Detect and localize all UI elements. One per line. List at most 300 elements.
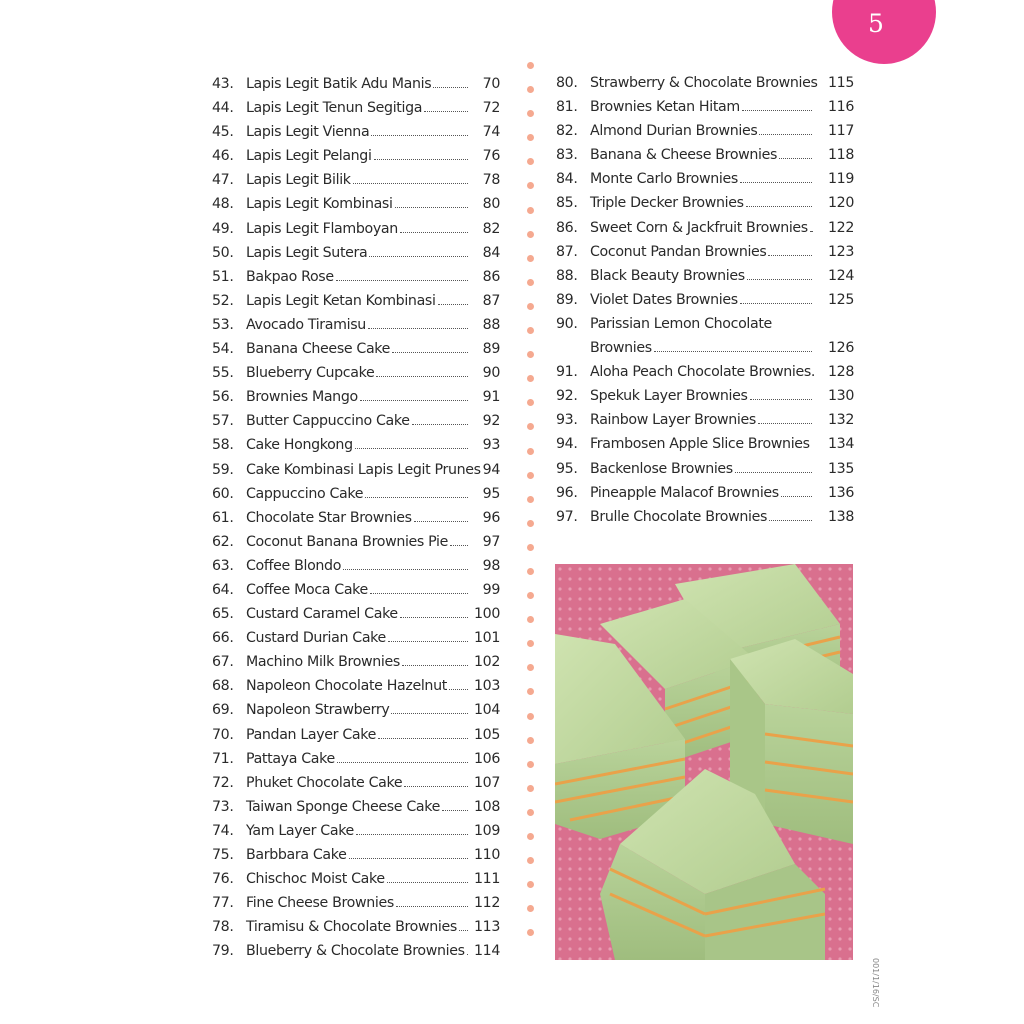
toc-entry-number: 61. — [212, 509, 234, 526]
dot-leader — [769, 520, 812, 521]
toc-entry — [212, 602, 512, 626]
dot-leader — [759, 134, 812, 135]
toc-entry-number: 68. — [212, 678, 234, 695]
toc-entry-page: 122 — [827, 219, 854, 236]
toc-entry-title: Brownies Ketan Hitam — [590, 99, 740, 116]
dot-leader — [374, 159, 468, 160]
toc-entry-title: Violet Dates Brownies — [590, 291, 738, 308]
toc-entry-title: Spekuk Layer Brownies — [590, 388, 748, 405]
toc-entry-title: Aloha Peach Chocolate Brownies. — [590, 364, 816, 381]
dot-leader — [654, 351, 812, 352]
toc-entry-title: Yam Layer Cake — [246, 822, 354, 839]
toc-entry — [212, 482, 512, 506]
dot-leader — [467, 954, 468, 955]
toc-entry-number: 62. — [212, 533, 234, 550]
divider-dot — [527, 231, 534, 238]
toc-entry — [556, 408, 856, 432]
divider-dot — [527, 448, 534, 455]
divider-dot — [527, 496, 534, 503]
toc-entry — [556, 264, 856, 288]
toc-entry-page: 118 — [827, 147, 854, 164]
divider-dot — [527, 688, 534, 695]
toc-entry-title: Coffee Blondo — [246, 557, 342, 574]
toc-entry-page: 130 — [827, 388, 854, 405]
divider-dot — [527, 399, 534, 406]
dot-leader — [356, 834, 468, 835]
dot-leader — [740, 182, 812, 183]
toc-entry-page: 116 — [827, 99, 854, 116]
toc-entry-title: Lapis Legit Flamboyan — [246, 220, 398, 237]
toc-entry-page: 84 — [482, 244, 500, 261]
toc-entry — [556, 505, 856, 529]
toc-entry-page: 136 — [827, 484, 854, 501]
toc-entry-title: Napoleon Strawberry — [246, 702, 390, 719]
toc-entry-number: 93. — [556, 412, 578, 429]
dot-leader — [424, 111, 468, 112]
toc-entry-title: Machino Milk Brownies — [246, 654, 400, 671]
dot-leader — [349, 858, 468, 859]
divider-dot — [527, 62, 534, 69]
toc-entry — [212, 409, 512, 433]
toc-entry — [212, 554, 512, 578]
divider-dot — [527, 423, 534, 430]
toc-entry-number: 81. — [556, 99, 578, 116]
divider-dot — [527, 520, 534, 527]
dot-leader — [392, 352, 468, 353]
toc-entry — [556, 312, 856, 336]
toc-entry — [556, 384, 856, 408]
cake-photo — [555, 564, 853, 960]
dot-leader — [404, 786, 468, 787]
toc-entry-title: Lapis Legit Tenun Segitiga — [246, 100, 423, 117]
toc-entry-number: 96. — [556, 484, 578, 501]
toc-entry — [556, 457, 856, 481]
toc-entry-page: 104 — [473, 702, 500, 719]
toc-entry-title: Napoleon Chocolate Hazelnut — [246, 678, 447, 695]
toc-entry-page: 72 — [482, 100, 500, 117]
toc-entry-page: 106 — [473, 750, 500, 767]
toc-left-column — [212, 72, 512, 963]
toc-entry-title: Lapis Legit Vienna — [246, 124, 370, 141]
toc-entry-title: Lapis Legit Bilik — [246, 172, 351, 189]
toc-entry-page: 124 — [827, 267, 854, 284]
dot-leader — [337, 762, 468, 763]
toc-entry-title: Butter Cappuccino Cake — [246, 413, 410, 430]
dot-leader — [747, 279, 812, 280]
toc-entry-number: 73. — [212, 798, 234, 815]
toc-entry-number: 69. — [212, 702, 234, 719]
toc-entry-title: Brownies Mango — [246, 389, 358, 406]
dot-leader — [450, 545, 468, 546]
toc-entry-title: Parissian Lemon Chocolate — [590, 315, 772, 332]
toc-entry-number: 51. — [212, 268, 234, 285]
toc-entry — [212, 506, 512, 530]
toc-entry — [212, 192, 512, 216]
toc-entry — [212, 265, 512, 289]
toc-entry-number: 58. — [212, 437, 234, 454]
dot-leader — [746, 206, 812, 207]
toc-entry-number: 53. — [212, 316, 234, 333]
toc-entry-title: Pandan Layer Cake — [246, 726, 376, 743]
toc-entry — [212, 939, 512, 963]
toc-entry-number: 44. — [212, 100, 234, 117]
toc-entry-number: 60. — [212, 485, 234, 502]
divider-dot — [527, 905, 534, 912]
toc-entry-number: 63. — [212, 557, 234, 574]
toc-entry-page: 82 — [482, 220, 500, 237]
toc-entry — [556, 119, 856, 143]
dot-leader — [369, 256, 468, 257]
toc-entry-number: 86. — [556, 219, 578, 236]
toc-entry-title: Custard Durian Cake — [246, 630, 386, 647]
toc-entry-page: 97 — [482, 533, 500, 550]
toc-entry-page: 93 — [482, 437, 500, 454]
toc-entry-page: 86 — [482, 268, 500, 285]
toc-entry-number: 87. — [556, 243, 578, 260]
divider-dot — [527, 303, 534, 310]
toc-entry-title: Taiwan Sponge Cheese Cake — [246, 798, 440, 815]
toc-entry-title: Tiramisu & Chocolate Brownies — [246, 919, 457, 936]
toc-entry-number: 46. — [212, 148, 234, 165]
dot-leader — [378, 738, 468, 739]
toc-entry-number: 67. — [212, 654, 234, 671]
divider-dot — [527, 255, 534, 262]
toc-entry-page: 132 — [827, 412, 854, 429]
toc-entry-number: 49. — [212, 220, 234, 237]
toc-entry — [212, 72, 512, 96]
toc-entry — [212, 867, 512, 891]
toc-entry — [212, 96, 512, 120]
toc-entry-title: Backenlose Brownies — [590, 460, 733, 477]
toc-entry — [556, 360, 856, 384]
toc-entry — [212, 361, 512, 385]
toc-entry-title: Brulle Chocolate Brownies — [590, 508, 768, 525]
dot-leader — [810, 231, 812, 232]
print-code: 001/1/16/SC — [871, 958, 880, 1008]
toc-entry-number: 84. — [556, 171, 578, 188]
toc-entry-number: 80. — [556, 75, 578, 91]
toc-entry-number: 45. — [212, 124, 234, 141]
divider-dot — [527, 929, 534, 936]
divider-dot — [527, 809, 534, 816]
toc-entry-page: 70 — [482, 76, 500, 92]
divider-dot — [527, 785, 534, 792]
dot-leader — [414, 521, 468, 522]
toc-entry-page: 110 — [473, 847, 500, 863]
divider-dot — [527, 761, 534, 768]
toc-entry-number: 83. — [556, 147, 578, 164]
toc-entry-page: 119 — [827, 171, 854, 188]
toc-entry — [556, 432, 856, 456]
dot-leader — [396, 906, 468, 907]
toc-entry — [556, 216, 856, 240]
toc-entry-number: 57. — [212, 413, 234, 430]
toc-entry — [212, 313, 512, 337]
toc-entry-number: 66. — [212, 630, 234, 647]
toc-entry — [212, 578, 512, 602]
divider-dot — [527, 351, 534, 358]
divider-dot — [527, 857, 534, 864]
toc-entry-page: 101 — [473, 630, 500, 647]
toc-entry — [212, 723, 512, 747]
toc-entry — [556, 240, 856, 264]
toc-entry — [212, 289, 512, 313]
toc-entry-page: 112 — [473, 895, 500, 912]
toc-entry-number: 88. — [556, 267, 578, 284]
toc-entry-title: Pattaya Cake — [246, 750, 335, 767]
toc-entry — [556, 167, 856, 191]
toc-entry — [556, 191, 856, 215]
toc-entry-title: Chischoc Moist Cake — [246, 871, 385, 888]
dot-leader — [433, 87, 468, 88]
toc-entry — [556, 95, 856, 119]
toc-right-column — [556, 71, 856, 529]
toc-entry-page: 96 — [482, 509, 500, 526]
dot-leader — [387, 882, 468, 883]
toc-entry-title: Sweet Corn & Jackfruit Brownies — [590, 219, 808, 236]
toc-entry-number: 50. — [212, 244, 234, 261]
toc-entry-title: Chocolate Star Brownies — [246, 509, 412, 526]
toc-entry-title: Coconut Pandan Brownies — [590, 243, 767, 260]
toc-entry-number: 65. — [212, 606, 234, 623]
divider-dot — [527, 327, 534, 334]
toc-entry-page: 125 — [827, 291, 854, 308]
toc-entry-page: 134 — [827, 436, 854, 453]
toc-entry-page: 117 — [827, 123, 854, 140]
toc-entry-number: 77. — [212, 895, 234, 912]
dot-leader — [376, 376, 468, 377]
toc-entry-number: 64. — [212, 581, 234, 598]
dot-leader — [768, 255, 812, 256]
toc-entry-title: Pineapple Malacof Brownies — [590, 484, 779, 501]
dot-leader — [336, 280, 468, 281]
toc-entry-number: 97. — [556, 508, 578, 525]
toc-entry-title: Lapis Legit Batik Adu Manis — [246, 76, 432, 92]
dot-leader — [368, 328, 468, 329]
toc-entry — [556, 336, 856, 360]
dot-leader — [355, 448, 468, 449]
toc-entry-page: 102 — [473, 654, 500, 671]
toc-entry — [212, 385, 512, 409]
toc-entry — [212, 626, 512, 650]
dot-leader — [412, 424, 468, 425]
toc-entry-number: 75. — [212, 847, 234, 863]
toc-entry-title: Lapis Legit Ketan Kombinasi — [246, 292, 436, 309]
toc-entry-page: 98 — [482, 557, 500, 574]
toc-entry-number: 56. — [212, 389, 234, 406]
toc-entry-title: Phuket Chocolate Cake — [246, 774, 403, 791]
dot-leader — [343, 569, 468, 570]
divider-dot — [527, 279, 534, 286]
toc-entry-page: 95 — [482, 485, 500, 502]
toc-entry-number: 43. — [212, 76, 234, 92]
divider-dot — [527, 640, 534, 647]
dot-leader — [371, 135, 468, 136]
toc-entry-page: 74 — [482, 124, 500, 141]
toc-entry-page: 135 — [827, 460, 854, 477]
dot-leader — [370, 593, 468, 594]
toc-entry-page: 128 — [827, 364, 854, 381]
toc-entry-number: 71. — [212, 750, 234, 767]
toc-entry-page: 88 — [482, 316, 500, 333]
toc-entry-number: 55. — [212, 365, 234, 382]
toc-entry-number: 79. — [212, 943, 234, 960]
toc-entry-page: 123 — [827, 243, 854, 260]
divider-dot — [527, 472, 534, 479]
page-number: 5 — [868, 9, 884, 38]
toc-entry-page: 108 — [473, 798, 500, 815]
toc-entry-page: 90 — [482, 365, 500, 382]
toc-entry-title: Rainbow Layer Brownies — [590, 412, 756, 429]
divider-dot — [527, 375, 534, 382]
toc-entry-page: 114 — [473, 943, 500, 960]
toc-entry-page: 80 — [482, 196, 500, 213]
divider-dot — [527, 110, 534, 117]
toc-entry-page: 100 — [473, 606, 500, 623]
toc-entry — [212, 771, 512, 795]
toc-entry-title: Banana & Cheese Brownies — [590, 147, 778, 164]
layered-green-cake-photo-icon — [555, 564, 853, 960]
dot-leader — [449, 689, 468, 690]
toc-entry-number: 47. — [212, 172, 234, 189]
toc-entry-page: 115 — [827, 75, 854, 91]
toc-entry — [212, 795, 512, 819]
toc-entry — [556, 143, 856, 167]
divider-dot — [527, 158, 534, 165]
divider-dot — [527, 592, 534, 599]
toc-entry — [212, 144, 512, 168]
divider-dot — [527, 544, 534, 551]
dot-leader — [740, 303, 812, 304]
toc-entry-number: 72. — [212, 774, 234, 791]
toc-entry-title: Lapis Legit Pelangi — [246, 148, 372, 165]
dot-leader — [438, 304, 468, 305]
toc-entry-title: Cake Kombinasi Lapis Legit Prunes — [246, 461, 481, 478]
toc-entry — [556, 288, 856, 312]
dot-leader — [402, 665, 468, 666]
toc-entry — [212, 337, 512, 361]
toc-entry-page: 120 — [827, 195, 854, 212]
toc-entry — [212, 433, 512, 457]
toc-entry-title: Custard Caramel Cake — [246, 606, 398, 623]
dot-leader — [750, 399, 812, 400]
toc-entry-page: 103 — [473, 678, 500, 695]
toc-entry-title: Lapis Legit Sutera — [246, 244, 368, 261]
dot-leader — [459, 930, 468, 931]
divider-dot — [527, 86, 534, 93]
divider-dot — [527, 182, 534, 189]
toc-entry-title: Black Beauty Brownies — [590, 267, 745, 284]
toc-entry-page: 92 — [482, 413, 500, 430]
toc-entry-number: 52. — [212, 292, 234, 309]
toc-entry-number: 89. — [556, 291, 578, 308]
toc-entry-title: Frambosen Apple Slice Brownies — [590, 436, 810, 453]
toc-entry-page: 99 — [482, 581, 500, 598]
dot-leader — [388, 641, 468, 642]
toc-entry-title: Avocado Tiramisu — [246, 316, 366, 333]
divider-dot — [527, 833, 534, 840]
toc-entry — [212, 241, 512, 265]
dot-leader — [442, 810, 468, 811]
toc-entry-title: Fine Cheese Brownies — [246, 895, 394, 912]
toc-entry-number: 70. — [212, 726, 234, 743]
dot-leader — [758, 423, 812, 424]
toc-entry-number: 59. — [212, 461, 234, 478]
divider-dot — [527, 616, 534, 623]
toc-entry-page: 89 — [482, 341, 500, 358]
toc-entry-title: Almond Durian Brownies — [590, 123, 758, 140]
toc-entry-number: 85. — [556, 195, 578, 212]
dot-leader — [395, 207, 468, 208]
toc-entry — [556, 71, 856, 95]
toc-entry-number: 54. — [212, 341, 234, 358]
dotted-divider — [527, 62, 537, 953]
toc-entry-title: Coffee Moca Cake — [246, 581, 368, 598]
divider-dot — [527, 207, 534, 214]
toc-entry — [212, 698, 512, 722]
toc-entry-title: Banana Cheese Cake — [246, 341, 391, 358]
toc-entry — [212, 747, 512, 771]
toc-entry-page: 109 — [473, 822, 500, 839]
toc-entry-title: Monte Carlo Brownies — [590, 171, 738, 188]
toc-entry-title: Coconut Banana Brownies Pie — [246, 533, 448, 550]
dot-leader — [353, 183, 468, 184]
toc-entry-title: Triple Decker Brownies — [590, 195, 744, 212]
toc-entry — [212, 650, 512, 674]
toc-entry — [212, 120, 512, 144]
toc-entry-number: 91. — [556, 364, 578, 381]
divider-dot — [527, 134, 534, 141]
toc-entry — [212, 843, 512, 867]
toc-entry-number: 82. — [556, 123, 578, 140]
toc-entry — [212, 915, 512, 939]
dot-leader — [781, 496, 812, 497]
toc-entry-number: 48. — [212, 196, 234, 213]
dot-leader — [365, 497, 468, 498]
dot-leader — [400, 617, 468, 618]
toc-entry-number: 74. — [212, 822, 234, 839]
toc-entry-page: 76 — [482, 148, 500, 165]
divider-dot — [527, 664, 534, 671]
toc-entry-title: Lapis Legit Kombinasi — [246, 196, 393, 213]
toc-entry-page: 105 — [473, 726, 500, 743]
toc-entry-page: 94 — [482, 461, 500, 478]
toc-entry-title: Blueberry Cupcake — [246, 365, 375, 382]
divider-dot — [527, 881, 534, 888]
toc-entry-page: 107 — [473, 774, 500, 791]
toc-entry-page: 113 — [473, 919, 500, 936]
divider-dot — [527, 568, 534, 575]
toc-entry-page: 87 — [482, 292, 500, 309]
toc-entry-page: 91 — [482, 389, 500, 406]
toc-entry-title: Blueberry & Chocolate Brownies — [246, 943, 465, 960]
toc-entry-title: Cake Hongkong — [246, 437, 353, 454]
toc-entry-number: 95. — [556, 460, 578, 477]
toc-entry-number: 78. — [212, 919, 234, 936]
toc-entry — [212, 530, 512, 554]
toc-entry-number: 92. — [556, 388, 578, 405]
toc-entry-number: 94. — [556, 436, 578, 453]
toc-entry — [212, 168, 512, 192]
toc-entry-page: 111 — [473, 871, 500, 888]
toc-entry-title: Brownies — [590, 340, 652, 357]
toc-entry-title: Bakpao Rose — [246, 268, 334, 285]
toc-entry-title: Cappuccino Cake — [246, 485, 364, 502]
toc-entry-number: 76. — [212, 871, 234, 888]
dot-leader — [400, 232, 468, 233]
toc-entry — [212, 891, 512, 915]
toc-entry-title: Strawberry & Chocolate Brownies — [590, 75, 818, 91]
